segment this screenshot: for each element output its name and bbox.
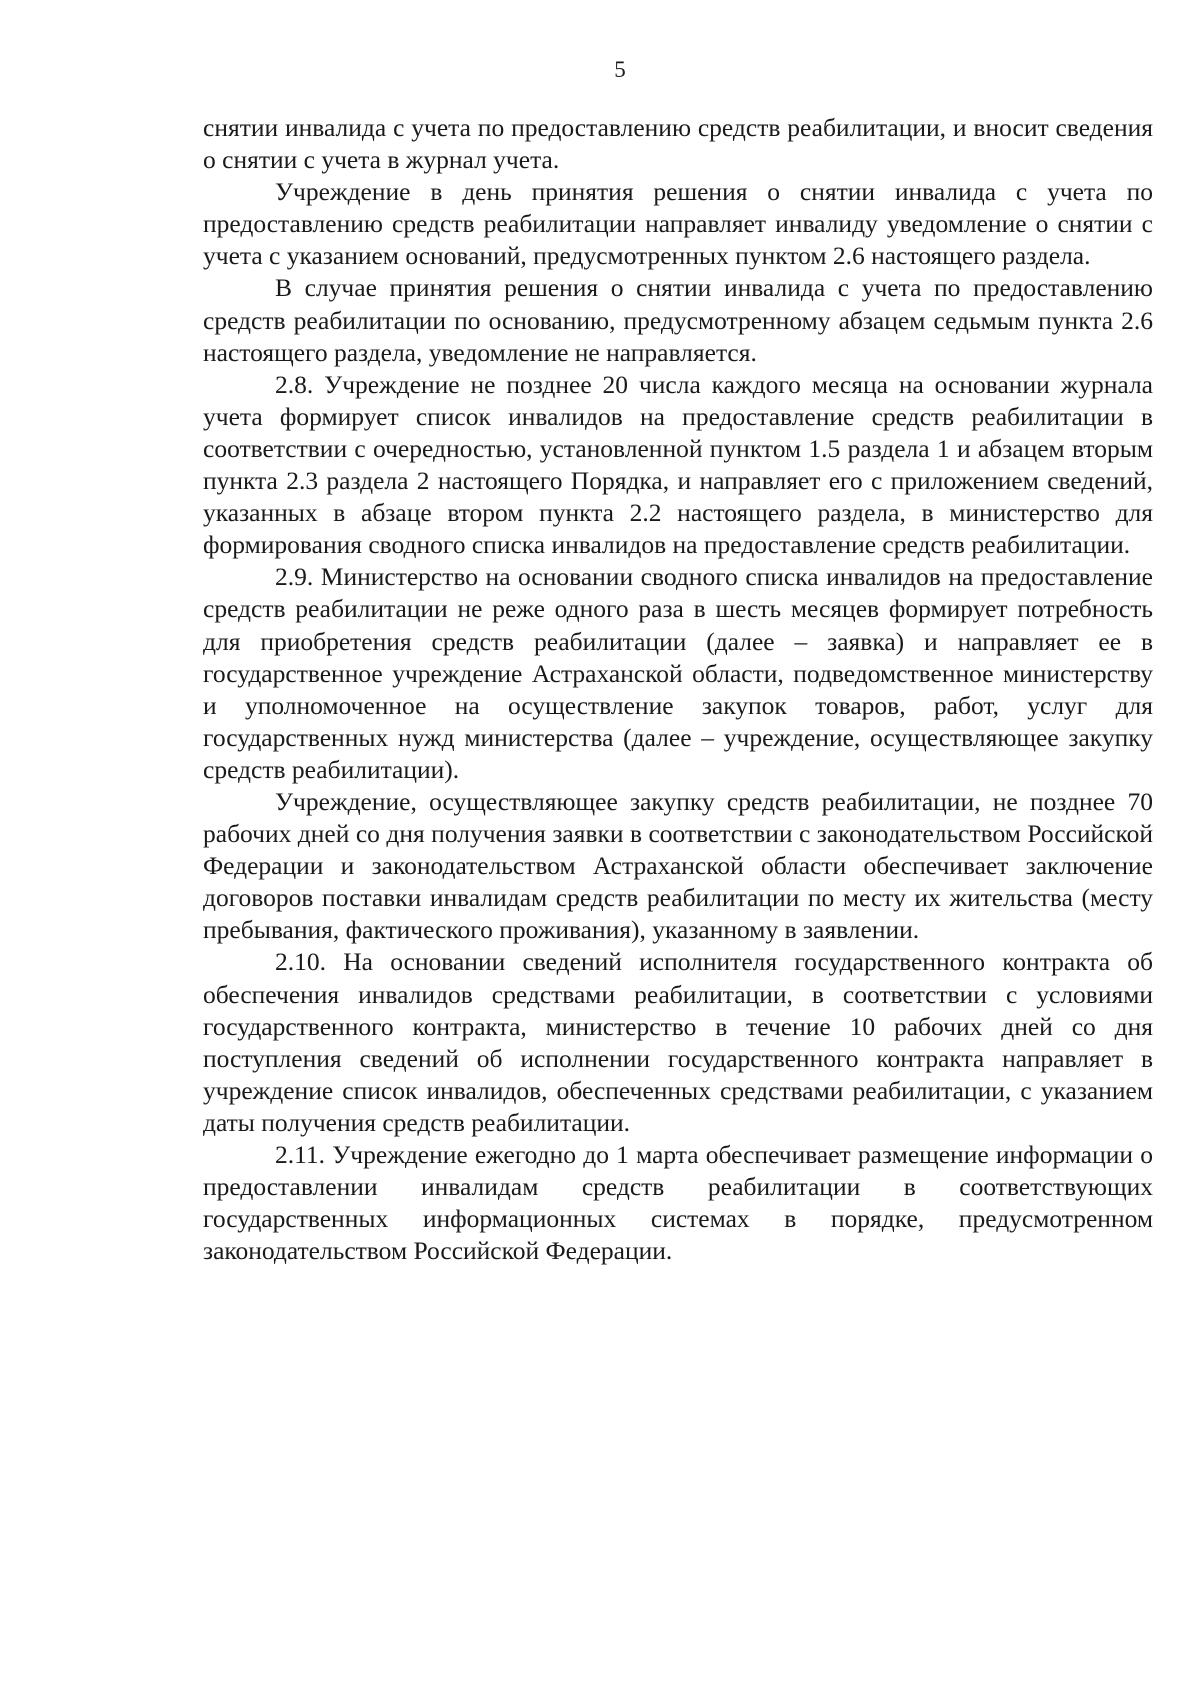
- paragraph-2-10: 2.10. На основании сведений исполнителя государственного контракта об обеспечения инвалидов средствами реабилитации, в соответствии с условиями государственного контракта, министерство в течение 10 рабочих дней со дня поступления сведений об исполнении государственного контракта направляет в учреждение список инвалидов, обеспеченных средствами реабилитации, с указанием даты получения средств реабилитации.: [203, 947, 1153, 1137]
- paragraph-exception: В случае принятия решения о снятии инвалида с учета по предоставлению средств реабилитации по основанию, предусмотренному абзацем седьмым пункта 2.6 настоящего раздела, уведомление не направляется.: [203, 273, 1153, 367]
- paragraph-2-9: 2.9. Министерство на основании сводного списка инвалидов на предоставление средств реабилитации не реже одного раза в шесть месяцев формирует потребность для приобретения средств реабилитации (далее – заявка) и направляет ее в государственное учреждение Астраханской области, подведомственное министерству и уполномоченное на осуществление закупок товаров, работ, услуг для государственных нужд министерства (далее – учреждение, осуществляющее закупку средств реабилитации).: [203, 562, 1153, 784]
- paragraph-2-8: 2.8. Учреждение не позднее 20 числа каждого месяца на основании журнала учета формирует список инвалидов на предоставление средств реабилитации в соответствии с очередностью, установленной пунктом 1.5 раздела 1 и абзацем вторым пункта 2.3 раздела 2 настоящего Порядка, и направляет его с приложением сведений, указанных в абзаце втором пункта 2.2 настоящего раздела, в министерство для формирования сводного списка инвалидов на предоставление средств реабилитации.: [203, 369, 1153, 560]
- paragraph-2-11: 2.11. Учреждение ежегодно до 1 марта обеспечивает размещение информации о предоставлении инвалидам средств реабилитации в соответствующих государственных информационных системах в порядке, предусмотренном законодательством Российской Федерации.: [203, 1140, 1153, 1266]
- paragraph-continuation: снятии инвалида с учета по предоставлению средств реабилитации, и вносит сведения о снятии с учета в журнал учета.: [203, 113, 1153, 175]
- document-body: [203, 112, 1153, 1267]
- paragraph-notification: Учреждение в день принятия решения о снятии инвалида с учета по предоставлению средств реабилитации направляет инвалиду уведомление о снятии с учета с указанием оснований, предусмотренных пунктом 2.6 настоящего раздела.: [203, 177, 1153, 271]
- paragraph-procurement: Учреждение, осуществляющее закупку средств реабилитации, не позднее 70 рабочих дней со дня получения заявки в соответствии с законодательством Российской Федерации и законодательством Астраханской области обеспечивает заключение договоров поставки инвалидам средств реабилитации по месту их жительства (месту пребывания, фактического проживания), указанному в заявлении.: [203, 786, 1153, 945]
- page-number: 5: [614, 57, 626, 82]
